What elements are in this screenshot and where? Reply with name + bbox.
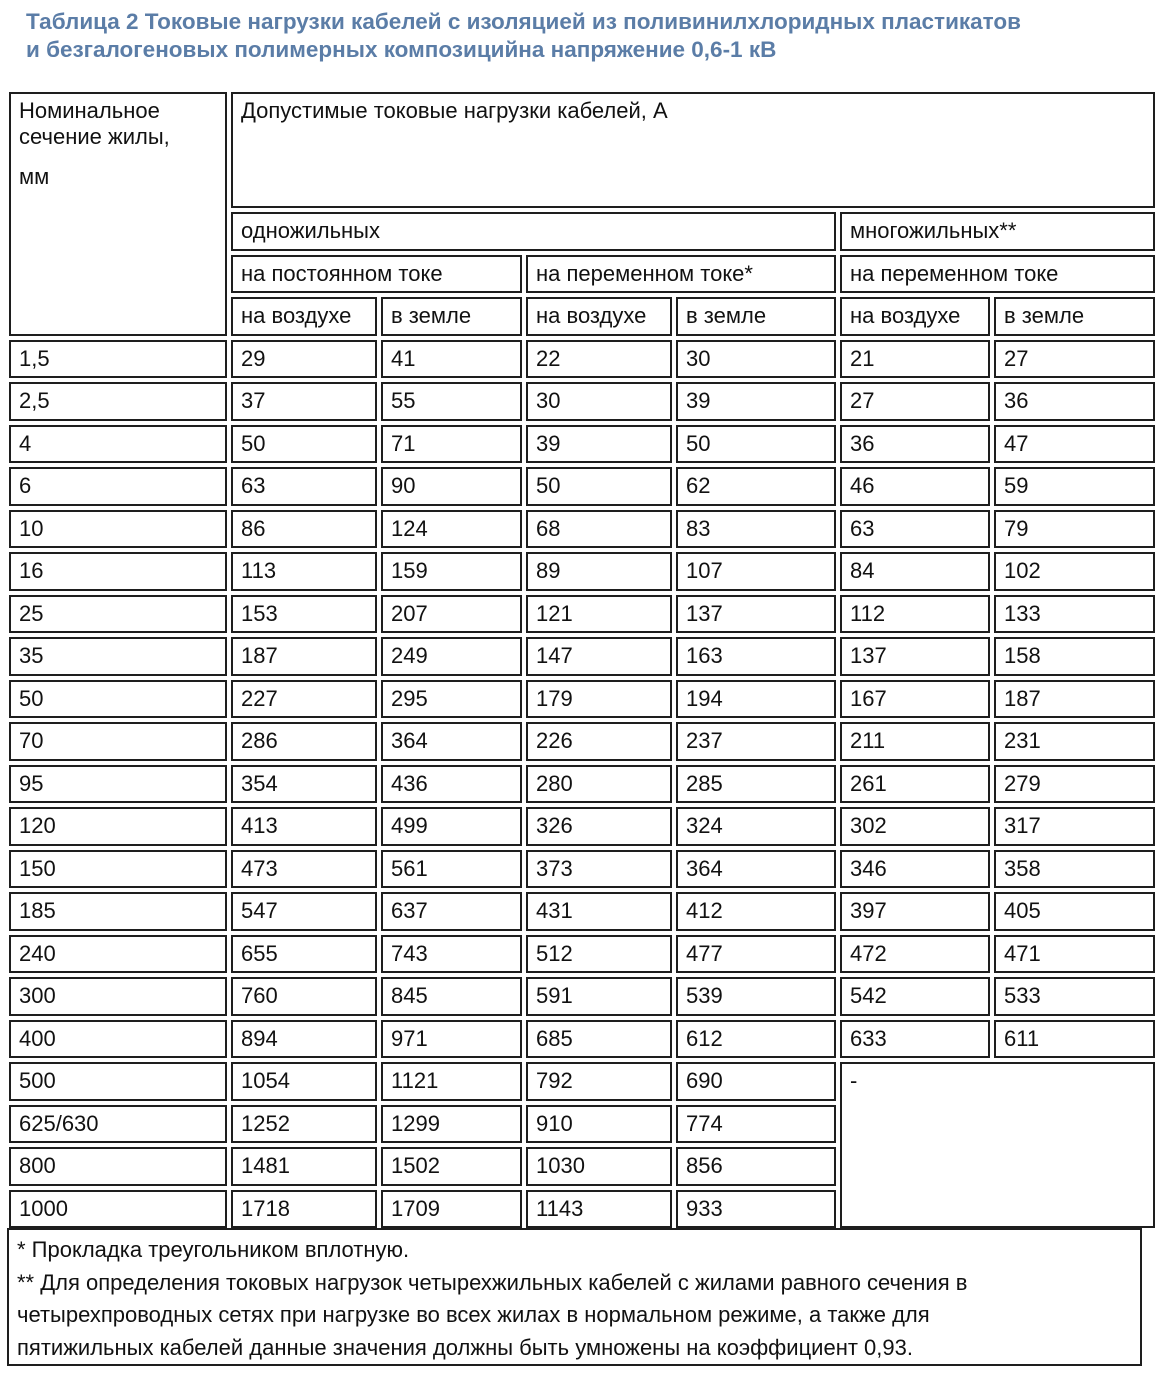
row-value: 90: [381, 467, 522, 506]
header-section-label: [9, 92, 227, 336]
row-value: 79: [994, 510, 1155, 549]
row-value: 187: [231, 637, 377, 676]
row-section: 150: [9, 850, 227, 889]
table-row: [9, 382, 1155, 421]
row-value: 41: [381, 340, 522, 379]
row-value: 1121: [381, 1062, 522, 1101]
header-ac-single: на переменном токе*: [526, 255, 836, 294]
row-value: 179: [526, 680, 672, 719]
row-value: 63: [231, 467, 377, 506]
table-row: [9, 425, 1155, 464]
row-value: 207: [381, 595, 522, 634]
table-row: [9, 680, 1155, 719]
row-section: 500: [9, 1062, 227, 1101]
row-value: 227: [231, 680, 377, 719]
row-value: 971: [381, 1020, 522, 1059]
row-value: 86: [231, 510, 377, 549]
row-section: 300: [9, 977, 227, 1016]
header-air: на воздухе: [840, 297, 990, 336]
row-value: 55: [381, 382, 522, 421]
row-value: 792: [526, 1062, 672, 1101]
row-section: 120: [9, 807, 227, 846]
row-value: 533: [994, 977, 1155, 1016]
row-value: 83: [676, 510, 836, 549]
row-value: 36: [840, 425, 990, 464]
row-value: 194: [676, 680, 836, 719]
row-value: 471: [994, 935, 1155, 974]
row-value: 153: [231, 595, 377, 634]
row-value: 743: [381, 935, 522, 974]
row-value: 1481: [231, 1147, 377, 1186]
row-value: 547: [231, 892, 377, 931]
row-value: 324: [676, 807, 836, 846]
row-value: 249: [381, 637, 522, 676]
row-value: 231: [994, 722, 1155, 761]
row-value: 280: [526, 765, 672, 804]
row-value: 354: [231, 765, 377, 804]
row-value: 561: [381, 850, 522, 889]
row-value: 261: [840, 765, 990, 804]
table-row: [9, 765, 1155, 804]
row-section: 6: [9, 467, 227, 506]
row-value: 39: [676, 382, 836, 421]
row-value: 46: [840, 467, 990, 506]
header-air: на воздухе: [231, 297, 377, 336]
row-value: 512: [526, 935, 672, 974]
row-section: 1000: [9, 1190, 227, 1229]
row-value: 39: [526, 425, 672, 464]
row-section: 185: [9, 892, 227, 931]
row-value: 1718: [231, 1190, 377, 1229]
table-row: [9, 340, 1155, 379]
row-value: 47: [994, 425, 1155, 464]
row-value: 431: [526, 892, 672, 931]
row-value: 1054: [231, 1062, 377, 1101]
table-title-line: и безгалогеновых полимерных композицийна напряжение 0,6-1 кВ: [26, 37, 777, 62]
table-row: [9, 935, 1155, 974]
row-value: 63: [840, 510, 990, 549]
row-value: 499: [381, 807, 522, 846]
table-title: [26, 8, 1156, 64]
footnote-line: четырехпроводных сетях при нагрузке во всех жилах в нормальном режиме, а также для: [17, 1302, 930, 1327]
row-value: 1252: [231, 1105, 377, 1144]
row-value: 285: [676, 765, 836, 804]
table-row: [9, 850, 1155, 889]
row-value: 760: [231, 977, 377, 1016]
row-section: 2,5: [9, 382, 227, 421]
header-air: на воздухе: [526, 297, 672, 336]
row-section: 70: [9, 722, 227, 761]
row-value: 473: [231, 850, 377, 889]
row-value: 690: [676, 1062, 836, 1101]
row-section: 35: [9, 637, 227, 676]
row-value: 30: [676, 340, 836, 379]
row-value: 30: [526, 382, 672, 421]
table-row: [9, 1020, 1155, 1059]
row-value: 612: [676, 1020, 836, 1059]
table-row: [9, 467, 1155, 506]
row-value: 211: [840, 722, 990, 761]
row-value: 163: [676, 637, 836, 676]
table-row: [9, 1062, 1155, 1101]
row-value: 637: [381, 892, 522, 931]
row-value: 22: [526, 340, 672, 379]
table-row: [9, 510, 1155, 549]
row-section: 625/630: [9, 1105, 227, 1144]
row-value: 539: [676, 977, 836, 1016]
row-section: 95: [9, 765, 227, 804]
row-value: 364: [381, 722, 522, 761]
row-value: 412: [676, 892, 836, 931]
table-title-line: Таблица 2 Токовые нагрузки кабелей с изоляцией из поливинилхлоридных пластикатов: [26, 9, 1021, 34]
row-value: 774: [676, 1105, 836, 1144]
row-value: 1502: [381, 1147, 522, 1186]
table-row: [9, 722, 1155, 761]
current-load-table: [5, 88, 1159, 1232]
header-main-title: Допустимые токовые нагрузки кабелей, А: [231, 92, 1155, 208]
header-section-line: мм: [19, 164, 50, 189]
row-value: 364: [676, 850, 836, 889]
table-row: [9, 807, 1155, 846]
row-value: 158: [994, 637, 1155, 676]
row-value: 29: [231, 340, 377, 379]
table-row: [9, 552, 1155, 591]
row-value: 124: [381, 510, 522, 549]
row-value: 856: [676, 1147, 836, 1186]
row-value: 59: [994, 467, 1155, 506]
row-value: 62: [676, 467, 836, 506]
row-value: 107: [676, 552, 836, 591]
row-section: 50: [9, 680, 227, 719]
row-value: 910: [526, 1105, 672, 1144]
header-ground: в земле: [381, 297, 522, 336]
row-value: 894: [231, 1020, 377, 1059]
header-section-line: Номинальное: [19, 98, 160, 123]
row-section: 10: [9, 510, 227, 549]
row-value: 302: [840, 807, 990, 846]
header-ground: в земле: [994, 297, 1155, 336]
row-value: 102: [994, 552, 1155, 591]
row-value: 187: [994, 680, 1155, 719]
row-value: 358: [994, 850, 1155, 889]
row-value: 137: [840, 637, 990, 676]
table-row: [9, 892, 1155, 931]
row-value: 226: [526, 722, 672, 761]
row-value: 542: [840, 977, 990, 1016]
row-value: 84: [840, 552, 990, 591]
row-value: 279: [994, 765, 1155, 804]
row-value: 373: [526, 850, 672, 889]
table-row: [9, 637, 1155, 676]
row-value: 50: [231, 425, 377, 464]
table-row: [9, 595, 1155, 634]
multi-core-missing-cell: -: [840, 1062, 1155, 1228]
footnote-line: пятижильных кабелей данные значения должны быть умножены на коэффициент 0,93.: [17, 1334, 913, 1360]
row-value: 397: [840, 892, 990, 931]
row-value: 167: [840, 680, 990, 719]
row-value: 147: [526, 637, 672, 676]
footnote-line: * Прокладка треугольником вплотную.: [17, 1237, 410, 1262]
row-value: 27: [840, 382, 990, 421]
row-value: 21: [840, 340, 990, 379]
row-value: 89: [526, 552, 672, 591]
footnotes: [7, 1228, 1142, 1366]
row-value: 633: [840, 1020, 990, 1059]
row-value: 37: [231, 382, 377, 421]
row-value: 1299: [381, 1105, 522, 1144]
row-value: 133: [994, 595, 1155, 634]
header-ground: в земле: [676, 297, 836, 336]
row-value: 477: [676, 935, 836, 974]
row-section: 16: [9, 552, 227, 591]
row-value: 295: [381, 680, 522, 719]
row-value: 317: [994, 807, 1155, 846]
row-value: 685: [526, 1020, 672, 1059]
row-value: 121: [526, 595, 672, 634]
row-value: 112: [840, 595, 990, 634]
header-ac-multi: на переменном токе: [840, 255, 1155, 294]
row-value: 326: [526, 807, 672, 846]
row-section: 1,5: [9, 340, 227, 379]
table-row: [9, 977, 1155, 1016]
row-value: 405: [994, 892, 1155, 931]
row-value: 591: [526, 977, 672, 1016]
row-value: 159: [381, 552, 522, 591]
header-section-line: сечение жилы,: [19, 124, 170, 149]
row-value: 611: [994, 1020, 1155, 1059]
row-value: 27: [994, 340, 1155, 379]
row-value: 137: [676, 595, 836, 634]
row-value: 472: [840, 935, 990, 974]
header-single-core: одножильных: [231, 212, 836, 251]
row-value: 655: [231, 935, 377, 974]
row-value: 1143: [526, 1190, 672, 1229]
row-section: 400: [9, 1020, 227, 1059]
row-value: 113: [231, 552, 377, 591]
row-value: 237: [676, 722, 836, 761]
row-value: 1030: [526, 1147, 672, 1186]
row-value: 346: [840, 850, 990, 889]
row-value: 50: [676, 425, 836, 464]
row-value: 845: [381, 977, 522, 1016]
row-value: 436: [381, 765, 522, 804]
row-section: 240: [9, 935, 227, 974]
row-value: 36: [994, 382, 1155, 421]
row-section: 4: [9, 425, 227, 464]
row-value: 286: [231, 722, 377, 761]
footnote-line: ** Для определения токовых нагрузок четырехжильных кабелей с жилами равного сечения в: [17, 1269, 968, 1295]
row-value: 50: [526, 467, 672, 506]
row-value: 68: [526, 510, 672, 549]
header-multi-core: многожильных**: [840, 212, 1155, 251]
row-value: 71: [381, 425, 522, 464]
row-section: 25: [9, 595, 227, 634]
row-section: 800: [9, 1147, 227, 1186]
row-value: 413: [231, 807, 377, 846]
header-dc: на постоянном токе: [231, 255, 522, 294]
row-value: 933: [676, 1190, 836, 1229]
row-value: 1709: [381, 1190, 522, 1229]
